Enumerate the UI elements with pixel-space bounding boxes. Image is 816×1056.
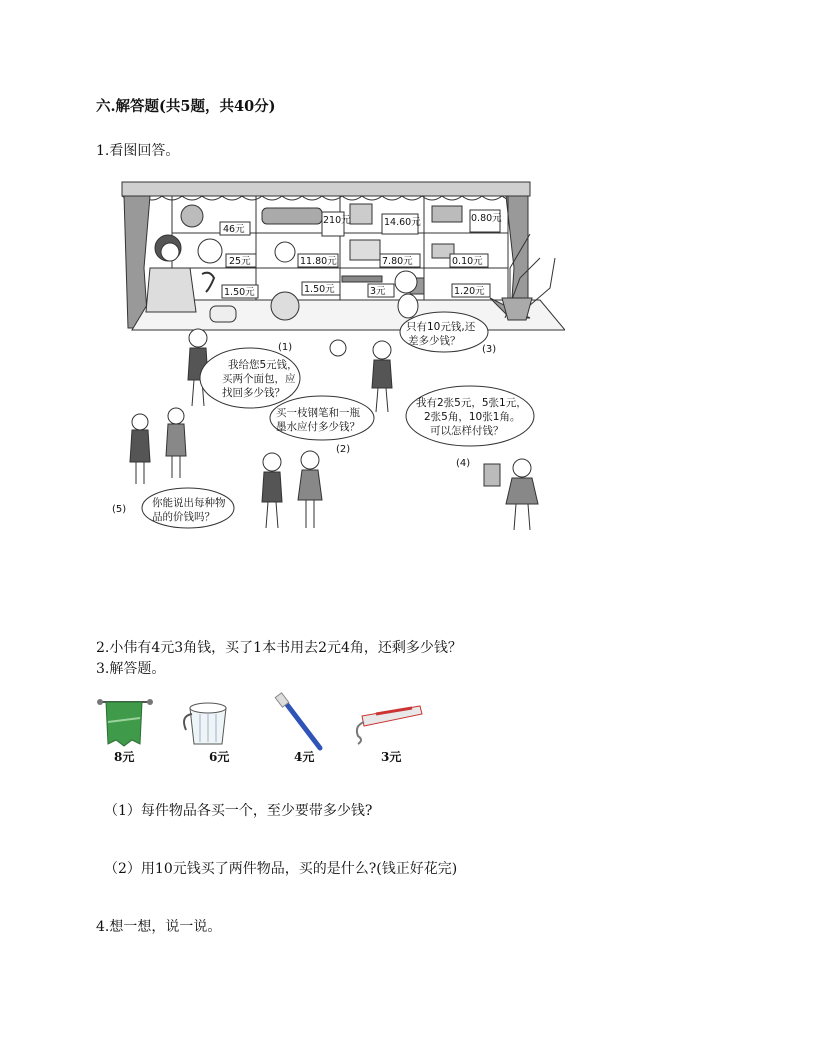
question-3-text: 3.解答题。	[96, 661, 166, 677]
question-4-text: 4.想一想，说一说。	[96, 919, 222, 935]
question-2-text: 2.小伟有4元3角钱，买了1本书用去2元4角，还剩多少钱？	[96, 640, 462, 656]
price-tag: 0.80元	[471, 213, 502, 224]
bubble-3-line-1: 只有10元钱,还	[406, 321, 476, 333]
child-figure	[130, 414, 150, 484]
child-figure	[166, 408, 186, 478]
price-tag: 1.20元	[454, 286, 485, 297]
price-tag: 0.10元	[452, 256, 483, 267]
number-label-5: (5)	[112, 504, 127, 515]
number-label-2: (2)	[336, 444, 351, 455]
book-icon	[350, 204, 372, 224]
bubble-4-line-3: 可以怎样付钱？	[430, 425, 504, 437]
price-tag: 25元	[229, 256, 251, 267]
bubble-5-line-1: 你能说出每种物	[152, 497, 226, 509]
toy-car-icon	[262, 208, 322, 224]
bubble-4-line-2: 2张5角，10张1角。	[424, 411, 521, 423]
number-label-3: (3)	[482, 344, 497, 355]
price-tag: 14.60元	[384, 217, 421, 228]
pen-icon	[342, 276, 382, 282]
towel-price: 8元	[114, 750, 135, 764]
shopkeeper-figure	[146, 235, 196, 312]
price-tag: 3元	[370, 286, 386, 297]
alarm-clock-icon	[275, 242, 295, 262]
cup-price: 6元	[209, 750, 230, 764]
bread-icon	[210, 306, 236, 322]
bubble-3-line-2: 差多少钱？	[408, 335, 461, 347]
bubble-1-line-1: 我给您5元钱，	[228, 359, 298, 371]
child-figure	[372, 341, 392, 412]
calculator-icon	[432, 206, 462, 222]
toothbrush-icon	[275, 693, 320, 748]
toothpaste-icon	[357, 706, 422, 744]
price-tag: 11.80元	[300, 256, 337, 267]
shop-illustration	[110, 178, 565, 540]
alarm-clock-icon	[330, 340, 346, 356]
bubble-1-line-2: 买两个面包，应	[222, 373, 296, 385]
bubble-2-line-1: 买一枝钢笔和一瓶	[276, 407, 360, 419]
child-figure	[298, 451, 322, 528]
bubble-4-line-1: 我有2张5元，5张1元，	[416, 397, 527, 409]
number-label-4: (4)	[456, 458, 471, 469]
toothpaste-price: 3元	[381, 750, 402, 764]
bubble-5-line-2: 品的价钱吗？	[152, 511, 215, 523]
cup-icon	[184, 703, 226, 744]
ball-icon	[271, 292, 299, 320]
child-figure	[262, 453, 282, 528]
section-title: 六.解答题(共5题，共40分)	[96, 98, 276, 115]
football-icon	[198, 239, 222, 263]
child-figure	[484, 459, 538, 530]
pencil-box-icon	[350, 240, 380, 260]
price-tag: 1.50元	[224, 287, 255, 298]
toothbrush-price: 4元	[294, 750, 315, 764]
price-tag: 46元	[223, 224, 245, 235]
bubble-2-line-2: 墨水应付多少钱？	[276, 421, 360, 433]
bubble-1-line-3: 找回多少钱？	[222, 387, 285, 399]
hair-clip-icon	[202, 273, 214, 292]
towel-icon	[97, 699, 153, 746]
awning	[122, 182, 530, 200]
price-tag: 7.80元	[382, 256, 413, 267]
price-tag: 210元	[323, 215, 351, 226]
question-3-part-1: （1）每件物品各买一个，至少要带多少钱?	[104, 803, 373, 819]
price-tag: 1.50元	[304, 284, 335, 295]
question-3-part-2: （2）用10元钱买了两件物品，买的是什么?(钱正好花完)	[104, 861, 458, 877]
number-label-1: (1)	[278, 342, 293, 353]
volleyball-icon	[181, 205, 203, 227]
question-1-text: 1.看图回答。	[96, 143, 180, 159]
